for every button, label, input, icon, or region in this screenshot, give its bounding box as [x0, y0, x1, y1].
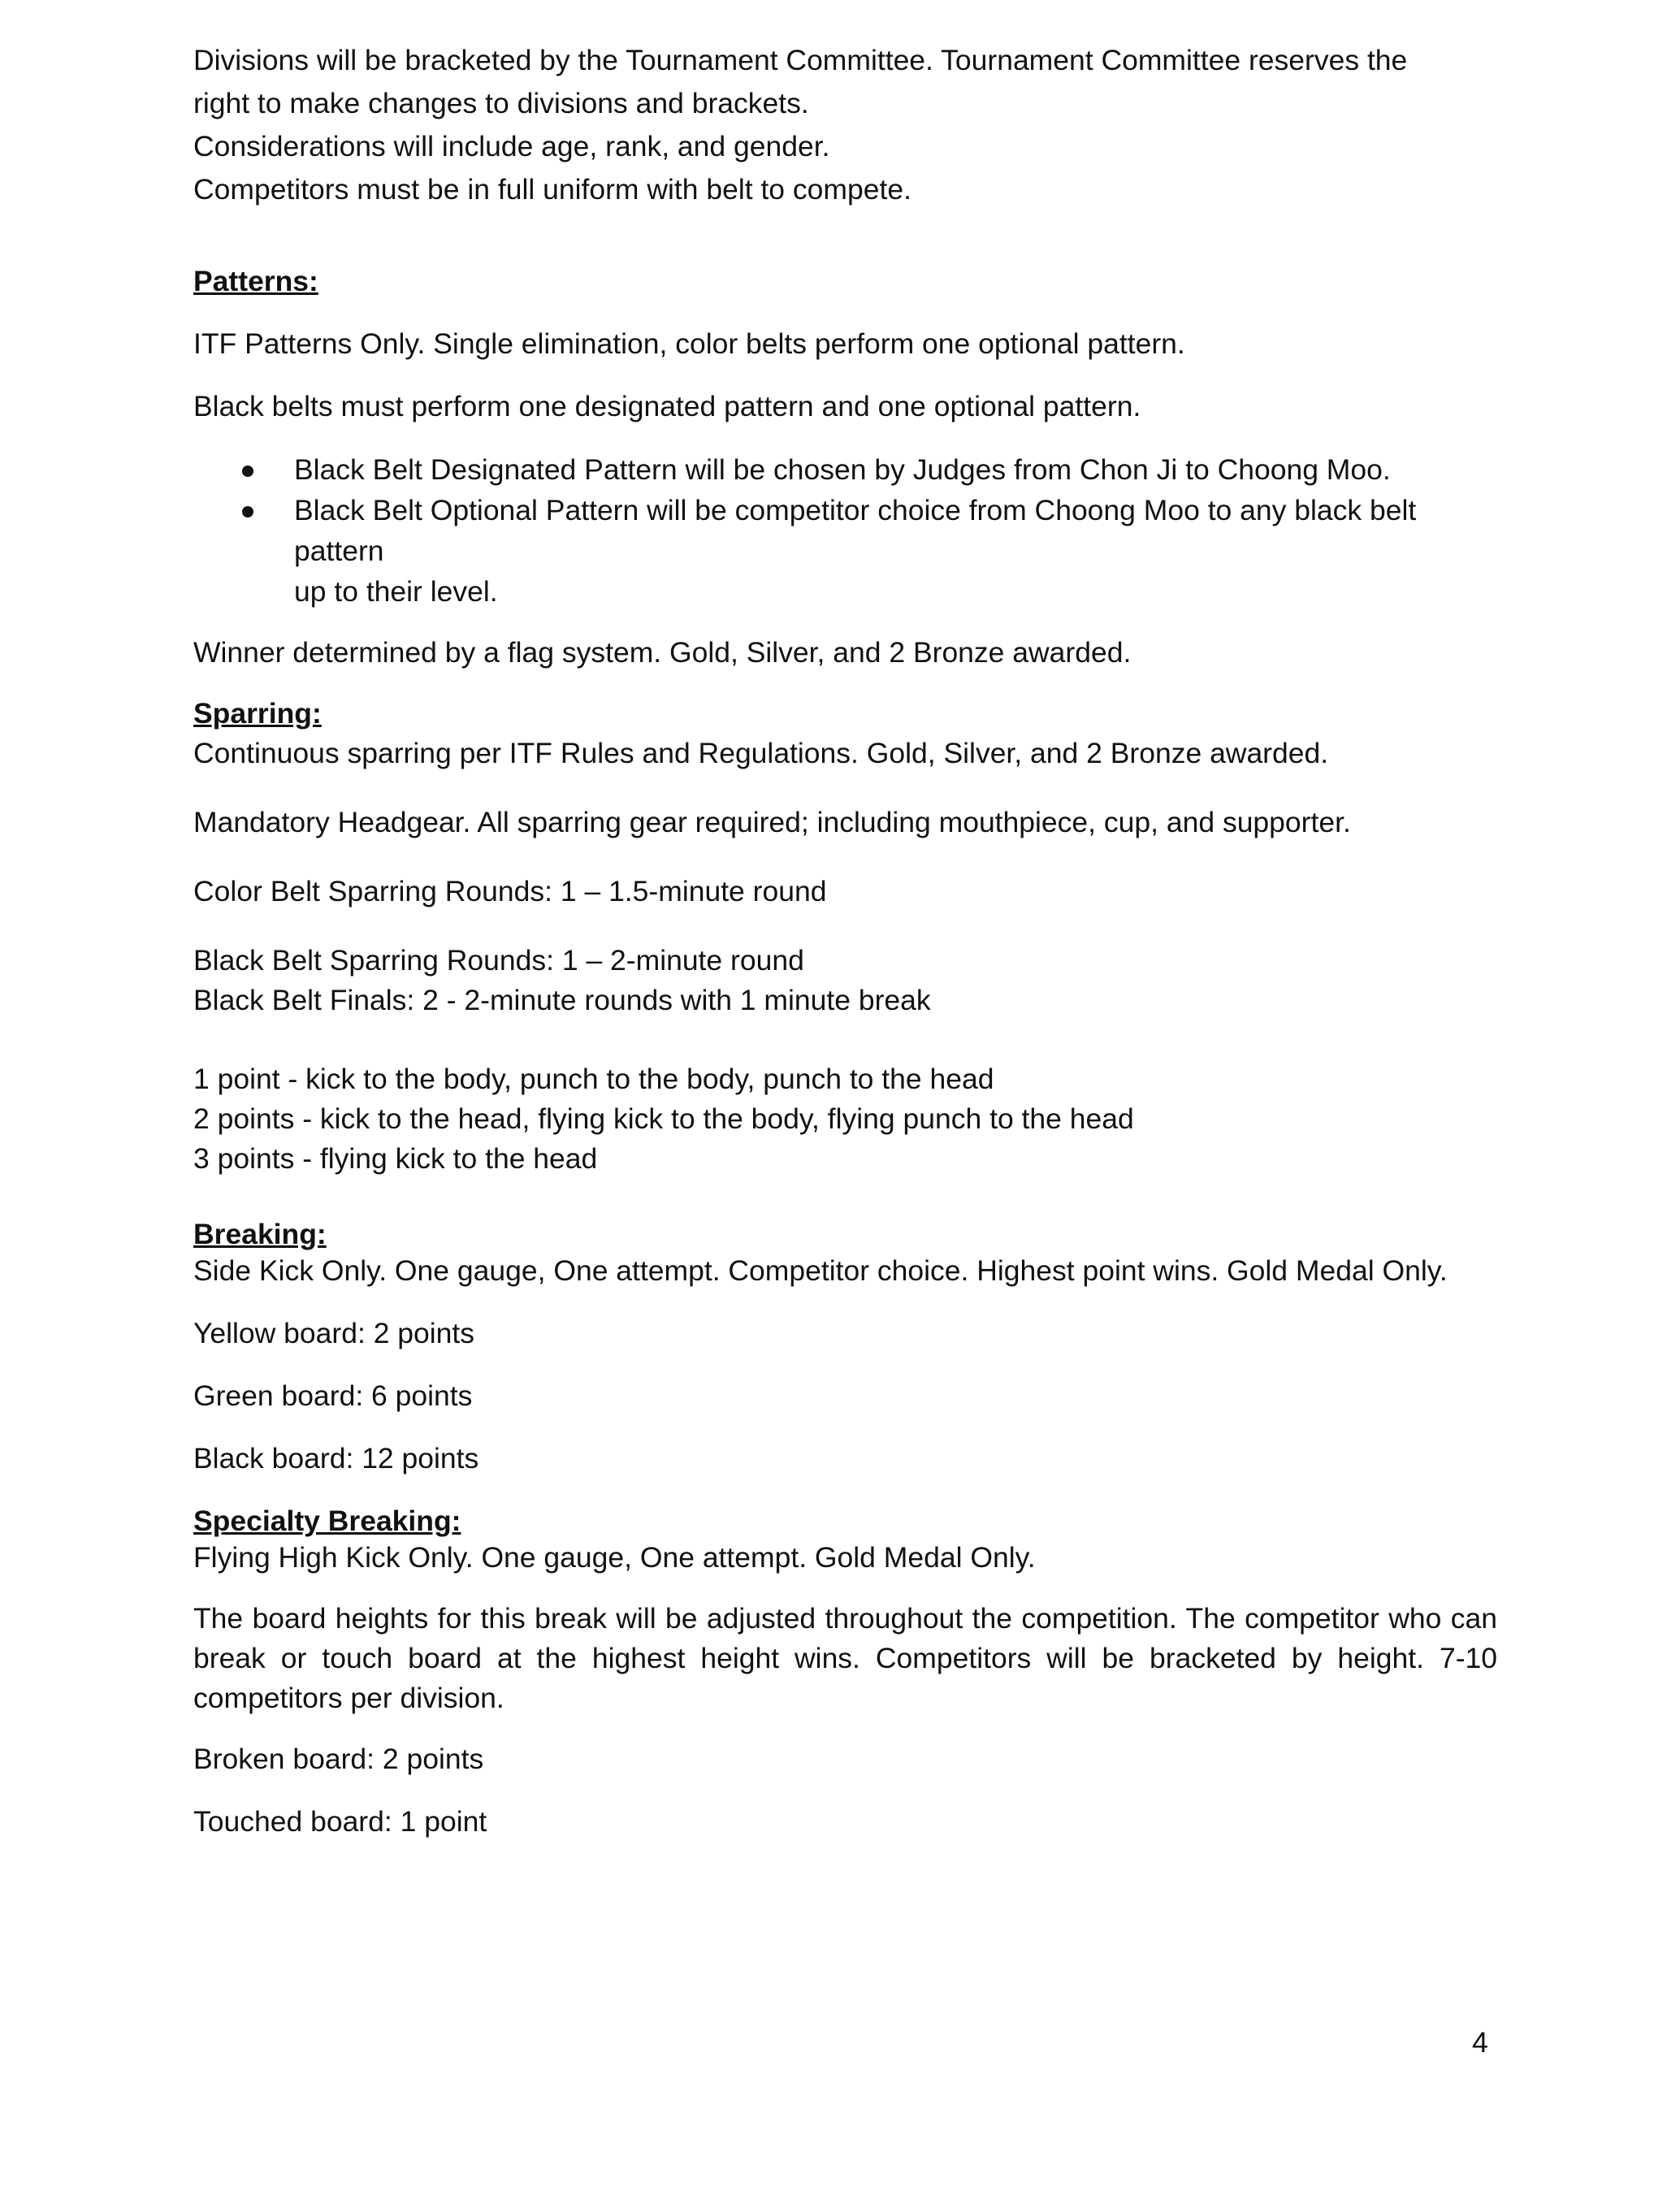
patterns-paragraph-1: ITF Patterns Only. Single elimination, color belts perform one optional pattern. [193, 327, 1185, 360]
patterns-heading: Patterns: [193, 265, 318, 297]
breaking-yellow-board: Yellow board: 2 points [193, 1317, 475, 1349]
bullet-text: Black Belt Designated Pattern will be chosen by Judges from Chon Ji to Choong Moo. [294, 453, 1391, 486]
sparring-paragraph-4: Black Belt Sparring Rounds: 1 – 2-minute round [193, 944, 804, 977]
bullet-icon [242, 506, 253, 518]
specialty-paragraph-2: The board heights for this break will be adjusted throughout the competition. The competitor who can break or touch board at the highest height wins. Competitors will be bracketed by height. 7-10 competitors per division. [193, 1602, 1497, 1714]
bullet-text: Black Belt Optional Pattern will be competitor choice from Choong Moo to any black belt pattern [294, 494, 1417, 567]
specialty-broken-board: Broken board: 2 points [193, 1743, 484, 1775]
patterns-bullet-list [193, 449, 1497, 612]
breaking-paragraph-1: Side Kick Only. One gauge, One attempt. Competitor choice. Highest point wins. Gold Medal Only. [193, 1254, 1448, 1287]
intro-line-1: Divisions will be bracketed by the Tournament Committee. Tournament Committee reserves the [193, 44, 1408, 76]
sparring-paragraph-5: Black Belt Finals: 2 - 2-minute rounds with 1 minute break [193, 984, 931, 1016]
patterns-paragraph-2: Black belts must perform one designated pattern and one optional pattern. [193, 390, 1141, 422]
breaking-heading: Breaking: [193, 1218, 327, 1250]
intro-line-4: Competitors must be in full uniform with belt to compete. [193, 173, 911, 206]
page-content [193, 39, 1497, 1843]
sparring-paragraph-1: Continuous sparring per ITF Rules and Regulations. Gold, Silver, and 2 Bronze awarded. [193, 737, 1329, 769]
patterns-paragraph-3: Winner determined by a flag system. Gold, Silver, and 2 Bronze awarded. [193, 636, 1132, 669]
sparring-points-1: 1 point - kick to the body, punch to the body, punch to the head [193, 1063, 994, 1095]
specialty-breaking-heading: Specialty Breaking: [193, 1505, 461, 1537]
sparring-paragraph-2: Mandatory Headgear. All sparring gear required; including mouthpiece, cup, and supporter. [193, 806, 1351, 838]
list-item [193, 490, 1497, 612]
specialty-paragraph-1: Flying High Kick Only. One gauge, One attempt. Gold Medal Only. [193, 1541, 1036, 1574]
breaking-black-board: Black board: 12 points [193, 1442, 479, 1475]
bullet-icon [242, 466, 253, 477]
sparring-points-3: 3 points - flying kick to the head [193, 1142, 598, 1175]
list-item [193, 449, 1497, 490]
page-number: 4 [1472, 2026, 1488, 2059]
sparring-heading: Sparring: [193, 697, 322, 730]
sparring-points-2: 2 points - kick to the head, flying kick to the body, flying punch to the head [193, 1102, 1134, 1135]
breaking-green-board: Green board: 6 points [193, 1379, 473, 1412]
specialty-touched-board: Touched board: 1 point [193, 1805, 487, 1838]
intro-line-2: right to make changes to divisions and brackets. [193, 87, 809, 119]
bullet-text-continued: up to their level. [294, 575, 498, 608]
intro-line-3: Considerations will include age, rank, and gender. [193, 130, 830, 162]
sparring-paragraph-3: Color Belt Sparring Rounds: 1 – 1.5-minute round [193, 875, 827, 907]
